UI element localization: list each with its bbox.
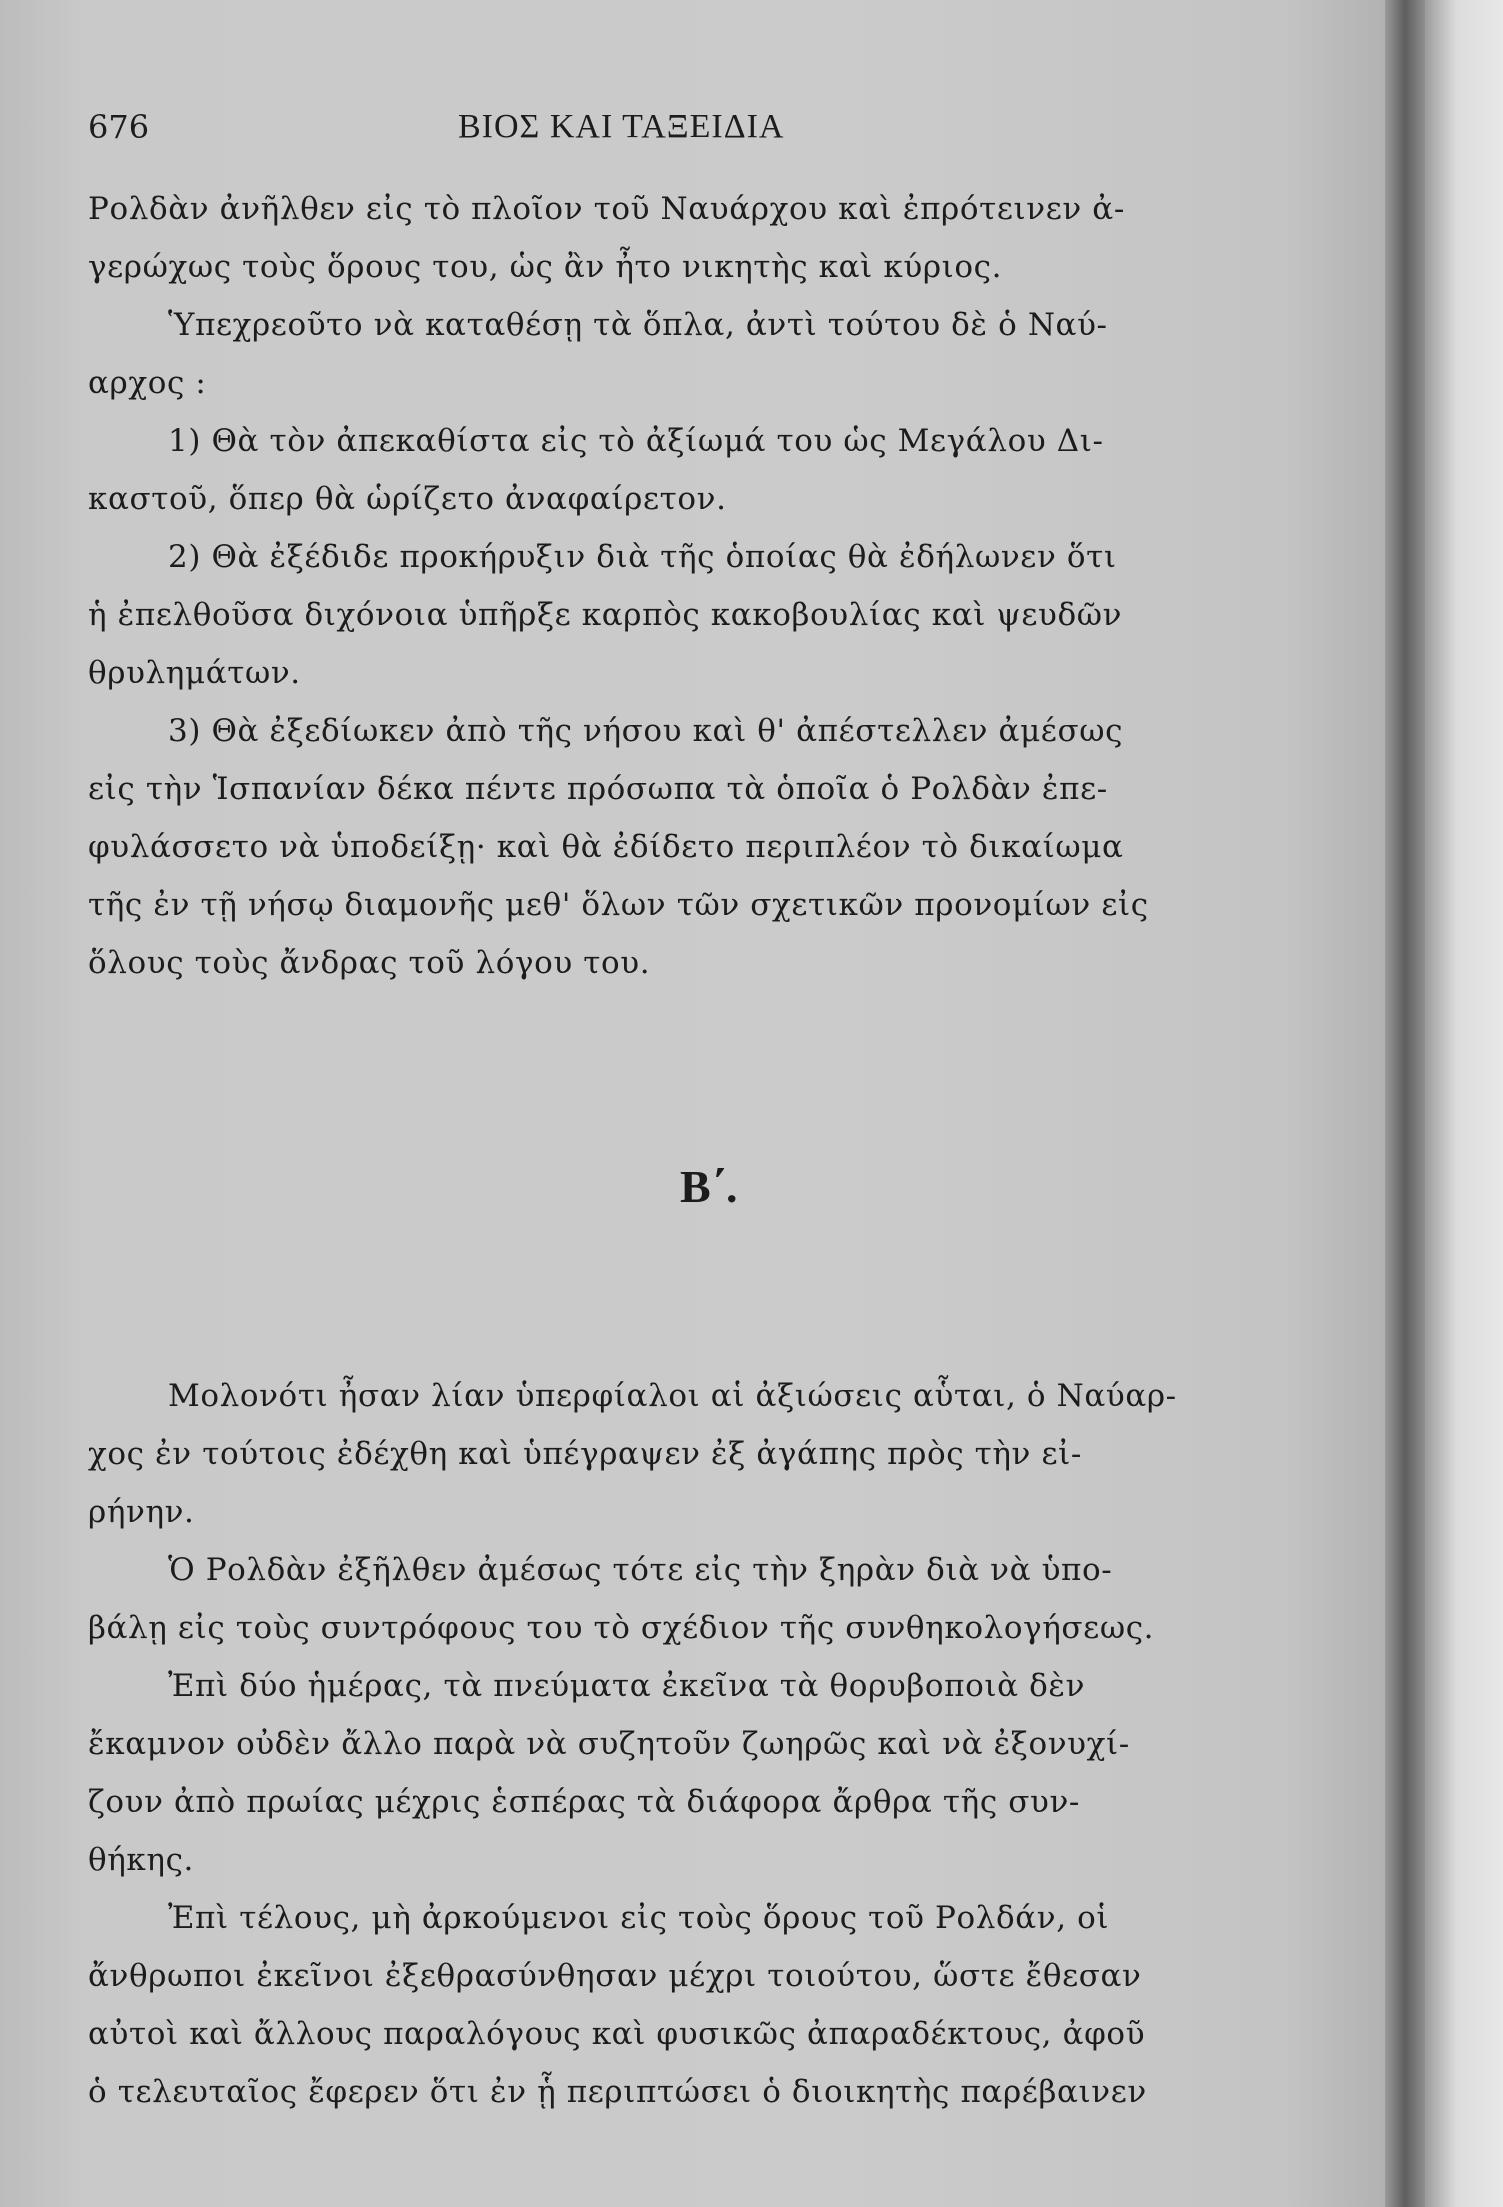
text-line: χος ἐν τούτοις ἐδέχθη καὶ ὑπέγραψεν ἐξ ἀγάπης πρὸς τὴν εἰ- [88,1436,1082,1472]
text-line: εἰς τὴν Ἱσπανίαν δέκα πέντε πρόσωπα τὰ ὁποῖα ὁ Ρολδὰν ἐπε- [88,771,1108,807]
text-line: 2) Θὰ ἐξέδιδε προκήρυξιν διὰ τῆς ὁποίας θὰ ἐδήλωνεν ὅτι [168,539,1117,575]
text-line: ὁ τελευταῖος ἔφερεν ὅτι ἐν ᾗ περιπτώσει ὁ διοικητὴς παρέβαινεν [88,2074,1147,2110]
page-number: 676 [88,108,150,146]
text-line: ζουν ἀπὸ πρωίας μέχρις ἑσπέρας τὰ διάφορα ἄρθρα τῆς συν- [88,1784,1080,1820]
book-binding-gutter [1385,0,1425,2207]
text-line: Ὑπεχρεοῦτο νὰ καταθέσῃ τὰ ὅπλα, ἀντὶ τούτου δὲ ὁ Ναύ- [168,307,1108,343]
facing-page-edge [1425,0,1503,2207]
running-title: ΒΙΟΣ ΚΑΙ ΤΑΞΕΙΔΙΑ [458,108,785,145]
text-line: ὅλους τοὺς ἄνδρας τοῦ λόγου του. [88,945,651,981]
text-line: καστοῦ, ὅπερ θὰ ὡρίζετο ἀναφαίρετον. [88,481,727,517]
text-line: Ἐπὶ τέλους, μὴ ἀρκούμενοι εἰς τοὺς ὅρους τοῦ Ρολδάν, οἱ [168,1900,1110,1936]
text-line: 1) Θὰ τὸν ἀπεκαθίστα εἰς τὸ ἀξίωμά του ὡς Μεγάλου Δι- [168,423,1104,459]
text-line: γερώχως τοὺς ὅρους του, ὡς ἂν ἦτο νικητὴς καὶ κύριος. [88,249,1003,285]
text-line: Ἐπὶ δύο ἡμέρας, τὰ πνεύματα ἐκεῖνα τὰ θορυβοποιὰ δὲν [168,1668,1086,1704]
text-line: αὐτοὶ καὶ ἄλλους παραλόγους καὶ φυσικῶς ἀπαραδέκτους, ἀφοῦ [88,2016,1146,2052]
section-marker: Β΄. [680,1161,738,1212]
text-line: αρχος : [88,365,207,401]
text-line: Ρολδὰν ἀνῆλθεν εἰς τὸ πλοῖον τοῦ Ναυάρχου καὶ ἐπρότεινεν ἀ- [88,191,1125,227]
text-line: ἔκαμνον οὐδὲν ἄλλο παρὰ νὰ συζητοῦν ζωηρῶς καὶ νὰ ἐξονυχί- [88,1726,1130,1762]
text-line: φυλάσσετο νὰ ὑποδείξῃ· καὶ θὰ ἐδίδετο περιπλέον τὸ δικαίωμα [88,829,1124,865]
text-line: Μολονότι ἦσαν λίαν ὑπερφίαλοι αἱ ἀξιώσεις αὗται, ὁ Ναύαρ- [168,1378,1177,1414]
text-line: θήκης. [88,1842,194,1878]
text-line: τῆς ἐν τῇ νήσῳ διαμονῆς μεθ' ὅλων τῶν σχετικῶν προνομίων εἰς [88,887,1149,923]
text-line: Ὁ Ρολδὰν ἐξῆλθεν ἀμέσως τότε εἰς τὴν ξηρὰν διὰ νὰ ὑπο- [168,1552,1113,1588]
page-header [88,108,1308,148]
text-line: ἡ ἐπελθοῦσα διχόνοια ὑπῆρξε καρπὸς κακοβουλίας καὶ ψευδῶν [88,597,1123,633]
text-line: θρυλημάτων. [88,655,301,691]
text-line: βάλῃ εἰς τοὺς συντρόφους του τὸ σχέδιον τῆς συνθηκολογήσεως. [88,1610,1155,1646]
text-line: 3) Θὰ ἐξεδίωκεν ἀπὸ τῆς νήσου καὶ θ' ἀπέστελλεν ἀμέσως [168,713,1124,749]
text-line: ρήνην. [88,1494,195,1530]
text-line: ἄνθρωποι ἐκεῖνοι ἐξεθρασύνθησαν μέχρι τοιούτου, ὥστε ἔθεσαν [88,1958,1142,1994]
